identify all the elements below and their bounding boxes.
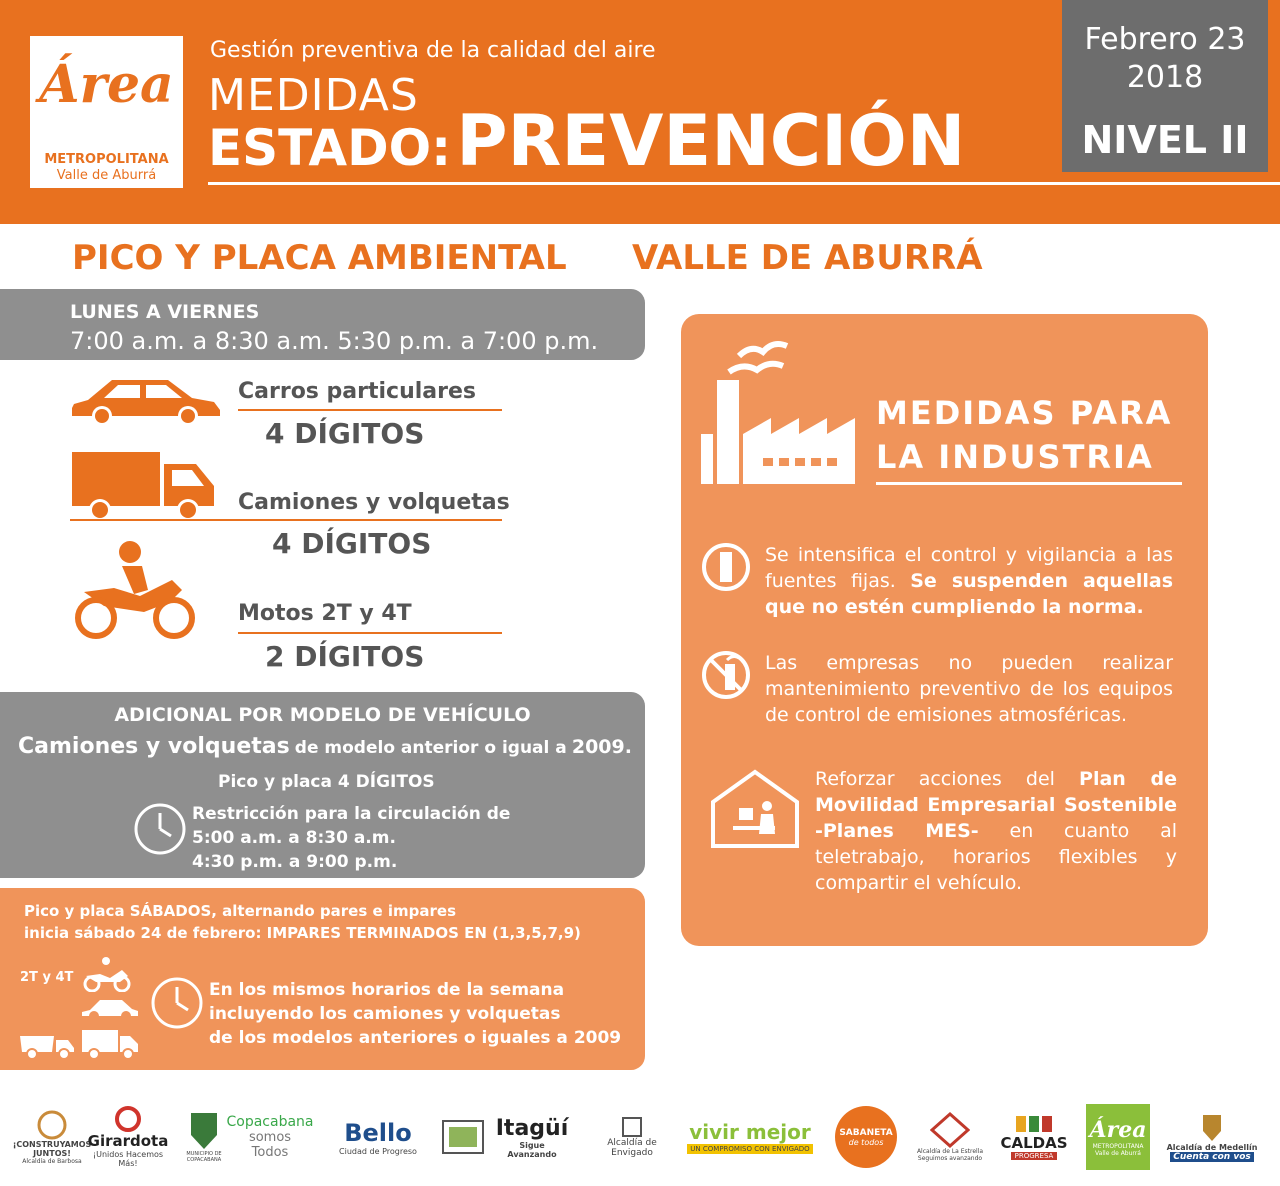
nivel-label: NIVEL II bbox=[1081, 118, 1249, 162]
industry-box bbox=[681, 314, 1208, 946]
sponsor-sub: Alcaldía de Barbosa bbox=[22, 1157, 82, 1165]
saturday-text-3: de los modelos anteriores o iguales a 2009 bbox=[209, 1028, 622, 1048]
vehicle-label-motos: Motos 2T y 4T bbox=[238, 601, 412, 626]
truck-icon bbox=[80, 1028, 140, 1060]
extra-vehicle-line bbox=[18, 734, 632, 759]
industry-item-2: Las empresas no pueden realizar mantenimiento preventivo de los equipos de control de emisiones atmosféricas. bbox=[765, 652, 1173, 726]
section-title-right: VALLE DE ABURRÁ bbox=[632, 238, 983, 278]
sponsor-logo-itagui bbox=[496, 1104, 568, 1170]
sponsor-name: CALDAS bbox=[1000, 1134, 1068, 1152]
logo-script-text: Área bbox=[39, 54, 174, 115]
saturday-text-2: incluyendo los camiones y volquetas bbox=[209, 1004, 561, 1024]
sponsor-name: Área bbox=[1089, 1117, 1147, 1143]
vehicle-digits-motos: 2 DÍGITOS bbox=[265, 640, 425, 673]
girardota-logo-icon bbox=[113, 1106, 143, 1132]
schedule-days: LUNES A VIERNES bbox=[70, 301, 260, 323]
sponsor-logo-barbosa bbox=[12, 1104, 92, 1170]
telework-icon bbox=[709, 768, 801, 848]
vehicle-digits-camiones: 4 DÍGITOS bbox=[272, 527, 432, 560]
copacabana-shield-icon bbox=[189, 1111, 219, 1151]
header-medidas: MEDIDAS bbox=[208, 70, 419, 121]
car-icon bbox=[80, 996, 140, 1022]
sponsor-name: Itagüí bbox=[495, 1115, 569, 1141]
estado-value: PREVENCIÓN bbox=[456, 100, 966, 182]
chimney-control-icon bbox=[701, 542, 751, 592]
extra-heading: ADICIONAL POR MODELO DE VEHÍCULO bbox=[114, 704, 531, 726]
envigado-shield-icon bbox=[621, 1116, 643, 1138]
sponsor-name: Girardota bbox=[87, 1132, 169, 1150]
extra-pico: Pico y placa 4 DÍGITOS bbox=[218, 772, 435, 792]
sponsor-name: ¡CONSTRUYAMOS JUNTOS! bbox=[12, 1139, 92, 1158]
date-box bbox=[1062, 0, 1268, 172]
vehicle-digits-carros: 4 DÍGITOS bbox=[265, 417, 425, 450]
sponsor-logo-area-metropolitana bbox=[1086, 1104, 1150, 1170]
sponsor-sub: METROPOLITANA Valle de Aburrá bbox=[1092, 1143, 1144, 1157]
schedule-box bbox=[0, 289, 645, 360]
vehicle-label-carros: Carros particulares bbox=[238, 379, 477, 404]
industry-title-line2: LA INDUSTRIA bbox=[876, 438, 1154, 476]
medellin-shield-icon bbox=[1201, 1113, 1223, 1143]
estado-row bbox=[208, 100, 965, 182]
sponsor-sub: UN COMPROMISO CON ENVIGADO bbox=[687, 1144, 812, 1154]
sponsor-sub: Ciudad de Progreso bbox=[339, 1146, 417, 1156]
sponsor-sub: Sigue Avanzando bbox=[507, 1140, 557, 1159]
sponsor-sub: somos Todos bbox=[248, 1130, 292, 1160]
industry-title-line1: MEDIDAS PARA bbox=[876, 394, 1173, 432]
industry-title-divider bbox=[876, 482, 1182, 485]
industry-item-1 bbox=[765, 542, 1173, 620]
industry-item-3-bold: Plan de Movilidad Empresarial Sostenible -Planes MES- bbox=[815, 768, 1178, 842]
vehicle-label-camiones: Camiones y volquetas bbox=[238, 490, 510, 515]
sponsor-logo-sabaneta bbox=[834, 1104, 898, 1170]
header-banner bbox=[0, 0, 1280, 224]
saturday-line1: Pico y placa SÁBADOS, alternando pares e impares bbox=[24, 902, 457, 920]
clock-icon bbox=[150, 976, 204, 1030]
extra-vehicle-rest: de modelo anterior o igual a bbox=[294, 738, 567, 758]
sponsor-logo-girardota bbox=[86, 1104, 170, 1170]
sponsor-logo-bello bbox=[328, 1104, 428, 1170]
truck-icon bbox=[70, 450, 218, 524]
sponsor-logo-caldas bbox=[1000, 1104, 1068, 1170]
logo-line2: Valle de Aburrá bbox=[56, 168, 157, 183]
extra-restriction-box bbox=[0, 692, 645, 878]
estado-label: ESTADO: bbox=[208, 119, 452, 177]
sponsor-name: Copacabana bbox=[226, 1114, 314, 1130]
car-icon bbox=[70, 374, 222, 426]
clock-icon bbox=[133, 802, 187, 856]
industry-item-1-normal: Se intensifica el control y vigilancia a las fuentes fijas. bbox=[765, 544, 1173, 592]
sponsor-sub: PROGRESA bbox=[1011, 1152, 1058, 1160]
la-estrella-logo-icon bbox=[930, 1112, 970, 1148]
dump-truck-icon bbox=[18, 1030, 76, 1060]
vehicle-divider bbox=[238, 409, 502, 411]
extra-time-2: 4:30 p.m. a 9:00 p.m. bbox=[192, 852, 398, 872]
no-maintenance-icon bbox=[701, 650, 751, 700]
header-divider bbox=[208, 182, 1280, 185]
sponsor-logo-copacabana-municipio bbox=[182, 1104, 226, 1170]
industry-item-3-b: en cuanto al teletrabajo, horarios flexibles y compartir el vehículo. bbox=[815, 820, 1178, 894]
section-title-left: PICO Y PLACA AMBIENTAL bbox=[72, 238, 567, 278]
schedule-hours: 7:00 a.m. a 8:30 a.m. 5:30 p.m. a 7:00 p.m. bbox=[70, 327, 599, 355]
saturday-moto-label: 2T y 4T bbox=[20, 970, 74, 985]
sponsor-name: Alcaldía de Medellín bbox=[1166, 1142, 1258, 1152]
date-month-day: Febrero 23 bbox=[1084, 22, 1246, 57]
vehicle-divider bbox=[238, 632, 502, 634]
sponsor-sub: Cuenta con vos bbox=[1170, 1152, 1254, 1162]
sponsor-name: Bello bbox=[344, 1118, 412, 1147]
barbosa-logo-icon bbox=[32, 1110, 72, 1140]
sponsor-name: Alcaldía de La Estrella bbox=[916, 1148, 984, 1155]
extra-vehicle-year: 2009. bbox=[571, 736, 632, 758]
saturday-line2: inicia sábado 24 de febrero: IMPARES TERMINADOS EN (1,3,5,7,9) bbox=[24, 924, 581, 942]
sabaneta-badge bbox=[835, 1106, 897, 1168]
sponsor-name: vivir mejor bbox=[689, 1120, 811, 1144]
vehicle-divider bbox=[70, 519, 502, 521]
motorcycle-icon bbox=[74, 540, 198, 640]
area-metropolitana-logo bbox=[30, 36, 183, 188]
sponsor-name: SABANETA bbox=[839, 1127, 893, 1138]
logo-line1: METROPOLITANA bbox=[44, 152, 169, 167]
header-subtitle: Gestión preventiva de la calidad del aire bbox=[210, 38, 656, 63]
sponsor-name: Alcaldía de Envigado bbox=[607, 1138, 657, 1158]
sponsor-logo-la-estrella bbox=[910, 1104, 990, 1170]
extra-restriction: Restricción para la circulación de bbox=[192, 804, 511, 824]
sponsor-logo-medellin bbox=[1164, 1104, 1260, 1170]
industry-item-3-a: Reforzar acciones del bbox=[815, 768, 1055, 790]
sponsor-logo-vivir-mejor bbox=[686, 1104, 814, 1170]
saturday-box bbox=[0, 888, 645, 1070]
sponsor-logo-copacabana bbox=[226, 1104, 314, 1170]
factory-icon bbox=[699, 338, 859, 488]
motorcycle-icon bbox=[82, 956, 132, 992]
industry-item-3 bbox=[815, 766, 1177, 896]
sponsor-logo-envigado bbox=[586, 1104, 678, 1170]
sponsor-sub: de todos bbox=[848, 1137, 884, 1147]
saturday-text-1: En los mismos horarios de la semana bbox=[209, 980, 565, 1000]
bello-shield-icon bbox=[441, 1119, 485, 1155]
sponsor-logo-bello-shield bbox=[438, 1104, 488, 1170]
sponsor-sub: Seguimos avanzando bbox=[917, 1155, 983, 1162]
caldas-logo-icon bbox=[1014, 1114, 1054, 1134]
extra-vehicle-bold: Camiones y volquetas bbox=[18, 734, 290, 759]
sponsor-sub: ¡Unidos Hacemos Más! bbox=[92, 1150, 164, 1168]
industry-item-1-bold: Se suspenden aquellas que no estén cumpliendo la norma. bbox=[765, 570, 1173, 618]
sponsor-name: MUNICIPIO DE COPACABANA bbox=[186, 1151, 222, 1163]
date-year: 2018 bbox=[1126, 60, 1204, 95]
extra-time-1: 5:00 a.m. a 8:30 a.m. bbox=[192, 828, 396, 848]
